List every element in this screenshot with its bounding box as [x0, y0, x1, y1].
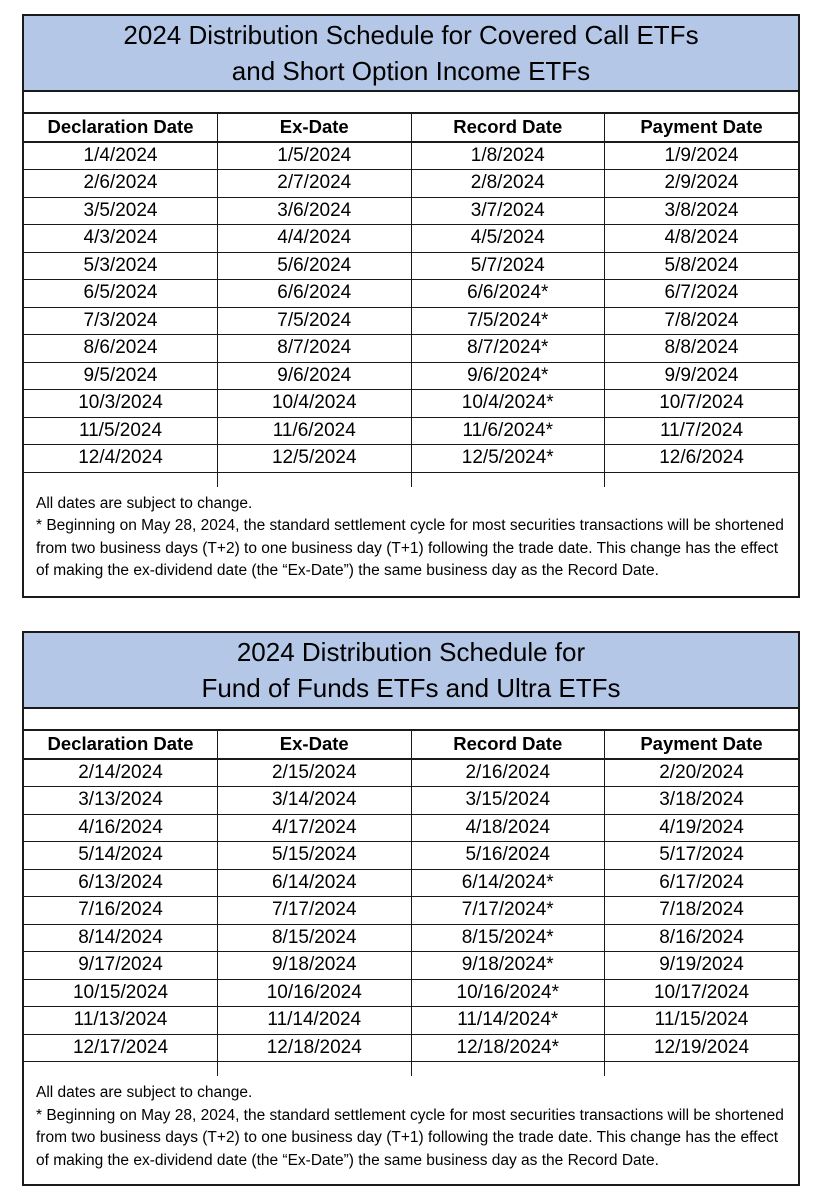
cell-ex-date: 2/15/2024 — [218, 759, 412, 787]
schedule-notes — [24, 487, 798, 583]
cell-record-date: 12/18/2024* — [411, 1034, 605, 1062]
cell-ex-date: 6/6/2024 — [218, 280, 412, 308]
cell-record-date: 3/15/2024 — [411, 787, 605, 815]
table-row — [24, 445, 798, 473]
cell-record-date: 12/5/2024* — [411, 445, 605, 473]
cell-record-date: 1/8/2024 — [411, 142, 605, 170]
column-header-record-date: Record Date — [411, 731, 605, 759]
cell-record-date: 7/5/2024* — [411, 307, 605, 335]
cell-ex-date: 4/17/2024 — [218, 814, 412, 842]
cell-ex-date: 10/4/2024 — [218, 390, 412, 418]
table-row — [24, 787, 798, 815]
cell-declaration-date: 3/13/2024 — [24, 787, 218, 815]
cell-ex-date: 9/18/2024 — [218, 952, 412, 980]
cell-record-date: 2/16/2024 — [411, 759, 605, 787]
table-row — [24, 759, 798, 787]
schedule-title-line2: and Short Option Income ETFs — [231, 56, 591, 86]
empty-row — [24, 472, 798, 487]
cell-record-date: 6/14/2024* — [411, 869, 605, 897]
empty-cell — [411, 472, 605, 487]
cell-declaration-date: 4/3/2024 — [24, 225, 218, 253]
header-row — [24, 731, 798, 759]
empty-cell — [24, 1062, 218, 1077]
cell-declaration-date: 6/13/2024 — [24, 869, 218, 897]
cell-payment-date: 5/17/2024 — [605, 842, 799, 870]
column-header-payment-date: Payment Date — [605, 114, 799, 142]
table-row — [24, 814, 798, 842]
header-row — [24, 114, 798, 142]
table-row — [24, 1034, 798, 1062]
cell-payment-date: 1/9/2024 — [605, 142, 799, 170]
cell-record-date: 8/15/2024* — [411, 924, 605, 952]
cell-declaration-date: 10/15/2024 — [24, 979, 218, 1007]
fund-of-funds-schedule — [22, 631, 800, 1186]
table-row — [24, 1007, 798, 1035]
cell-declaration-date: 2/14/2024 — [24, 759, 218, 787]
cell-ex-date: 9/6/2024 — [218, 362, 412, 390]
column-header-ex-date: Ex-Date — [218, 114, 412, 142]
table-row — [24, 170, 798, 198]
cell-declaration-date: 3/5/2024 — [24, 197, 218, 225]
empty-cell — [605, 1062, 799, 1077]
schedule-title-line2: Fund of Funds ETFs and Ultra ETFs — [201, 673, 621, 703]
cell-payment-date: 9/9/2024 — [605, 362, 799, 390]
cell-declaration-date: 10/3/2024 — [24, 390, 218, 418]
empty-row — [24, 1062, 798, 1077]
cell-ex-date: 4/4/2024 — [218, 225, 412, 253]
cell-ex-date: 8/7/2024 — [218, 335, 412, 363]
cell-payment-date: 4/8/2024 — [605, 225, 799, 253]
cell-declaration-date: 5/3/2024 — [24, 252, 218, 280]
cell-ex-date: 1/5/2024 — [218, 142, 412, 170]
cell-declaration-date: 1/4/2024 — [24, 142, 218, 170]
cell-ex-date: 3/14/2024 — [218, 787, 412, 815]
cell-record-date: 10/16/2024* — [411, 979, 605, 1007]
note-settlement-cycle: * Beginning on May 28, 2024, the standard settlement cycle for most securities transactions will be shortened from two business days (T+2) to one business day (T+1) following the trade date. This change has the effect of making the ex-dividend date (the “Ex-Date”) the same business day as the Record Date. — [36, 1106, 784, 1169]
table-row — [24, 362, 798, 390]
table-row — [24, 197, 798, 225]
cell-payment-date: 8/8/2024 — [605, 335, 799, 363]
cell-ex-date: 7/5/2024 — [218, 307, 412, 335]
cell-payment-date: 10/7/2024 — [605, 390, 799, 418]
cell-ex-date: 10/16/2024 — [218, 979, 412, 1007]
cell-record-date: 6/6/2024* — [411, 280, 605, 308]
cell-ex-date: 12/18/2024 — [218, 1034, 412, 1062]
cell-payment-date: 2/20/2024 — [605, 759, 799, 787]
cell-ex-date: 3/6/2024 — [218, 197, 412, 225]
covered-call-schedule — [22, 14, 800, 598]
cell-record-date: 7/17/2024* — [411, 897, 605, 925]
table-row — [24, 417, 798, 445]
cell-declaration-date: 7/16/2024 — [24, 897, 218, 925]
table-row — [24, 897, 798, 925]
note-settlement-cycle: * Beginning on May 28, 2024, the standard settlement cycle for most securities transactions will be shortened from two business days (T+2) to one business day (T+1) following the trade date. This change has the effect of making the ex-dividend date (the “Ex-Date”) the same business day as the Record Date. — [36, 517, 784, 579]
column-header-declaration-date: Declaration Date — [24, 731, 218, 759]
empty-cell — [605, 472, 799, 487]
empty-cell — [24, 472, 218, 487]
cell-declaration-date: 11/5/2024 — [24, 417, 218, 445]
cell-ex-date: 8/15/2024 — [218, 924, 412, 952]
cell-declaration-date: 4/16/2024 — [24, 814, 218, 842]
cell-payment-date: 11/7/2024 — [605, 417, 799, 445]
cell-payment-date: 11/15/2024 — [605, 1007, 799, 1035]
column-header-declaration-date: Declaration Date — [24, 114, 218, 142]
cell-payment-date: 9/19/2024 — [605, 952, 799, 980]
cell-ex-date: 6/14/2024 — [218, 869, 412, 897]
cell-ex-date: 5/6/2024 — [218, 252, 412, 280]
schedule-title-line1: 2024 Distribution Schedule for Covered Call ETFs — [123, 20, 699, 50]
table-row — [24, 335, 798, 363]
cell-payment-date: 7/8/2024 — [605, 307, 799, 335]
cell-declaration-date: 5/14/2024 — [24, 842, 218, 870]
table-row — [24, 307, 798, 335]
cell-record-date: 5/7/2024 — [411, 252, 605, 280]
distribution-table — [24, 114, 798, 487]
table-row — [24, 225, 798, 253]
cell-record-date: 11/6/2024* — [411, 417, 605, 445]
cell-record-date: 11/14/2024* — [411, 1007, 605, 1035]
cell-payment-date: 6/17/2024 — [605, 869, 799, 897]
column-header-record-date: Record Date — [411, 114, 605, 142]
cell-payment-date: 12/19/2024 — [605, 1034, 799, 1062]
cell-payment-date: 5/8/2024 — [605, 252, 799, 280]
cell-record-date: 4/5/2024 — [411, 225, 605, 253]
cell-record-date: 3/7/2024 — [411, 197, 605, 225]
distribution-table — [24, 731, 798, 1076]
schedule-title — [24, 16, 798, 92]
empty-cell — [411, 1062, 605, 1077]
cell-payment-date: 12/6/2024 — [605, 445, 799, 473]
cell-declaration-date: 8/6/2024 — [24, 335, 218, 363]
cell-declaration-date: 11/13/2024 — [24, 1007, 218, 1035]
note-subject-to-change: All dates are subject to change. — [36, 494, 253, 512]
table-row — [24, 924, 798, 952]
cell-payment-date: 10/17/2024 — [605, 979, 799, 1007]
cell-payment-date: 2/9/2024 — [605, 170, 799, 198]
cell-ex-date: 11/6/2024 — [218, 417, 412, 445]
cell-payment-date: 4/19/2024 — [605, 814, 799, 842]
schedule-title-line1: 2024 Distribution Schedule for — [236, 637, 586, 667]
cell-ex-date: 12/5/2024 — [218, 445, 412, 473]
table-row — [24, 842, 798, 870]
cell-payment-date: 7/18/2024 — [605, 897, 799, 925]
cell-record-date: 9/18/2024* — [411, 952, 605, 980]
cell-payment-date: 3/8/2024 — [605, 197, 799, 225]
cell-declaration-date: 9/5/2024 — [24, 362, 218, 390]
cell-ex-date: 2/7/2024 — [218, 170, 412, 198]
cell-payment-date: 3/18/2024 — [605, 787, 799, 815]
cell-ex-date: 5/15/2024 — [218, 842, 412, 870]
table-row — [24, 142, 798, 170]
table-row — [24, 869, 798, 897]
column-header-payment-date: Payment Date — [605, 731, 799, 759]
cell-declaration-date: 7/3/2024 — [24, 307, 218, 335]
table-row — [24, 952, 798, 980]
cell-record-date: 4/18/2024 — [411, 814, 605, 842]
table-row — [24, 390, 798, 418]
spacer-row — [24, 92, 798, 114]
empty-cell — [218, 1062, 412, 1077]
note-subject-to-change: All dates are subject to change. — [36, 1084, 253, 1101]
cell-declaration-date: 8/14/2024 — [24, 924, 218, 952]
cell-payment-date: 6/7/2024 — [605, 280, 799, 308]
cell-record-date: 10/4/2024* — [411, 390, 605, 418]
table-row — [24, 979, 798, 1007]
table-row — [24, 280, 798, 308]
empty-cell — [218, 472, 412, 487]
cell-declaration-date: 12/4/2024 — [24, 445, 218, 473]
cell-declaration-date: 12/17/2024 — [24, 1034, 218, 1062]
cell-record-date: 9/6/2024* — [411, 362, 605, 390]
cell-ex-date: 7/17/2024 — [218, 897, 412, 925]
cell-declaration-date: 9/17/2024 — [24, 952, 218, 980]
cell-payment-date: 8/16/2024 — [605, 924, 799, 952]
cell-record-date: 2/8/2024 — [411, 170, 605, 198]
schedule-notes — [24, 1076, 798, 1172]
cell-declaration-date: 2/6/2024 — [24, 170, 218, 198]
cell-declaration-date: 6/5/2024 — [24, 280, 218, 308]
column-header-ex-date: Ex-Date — [218, 731, 412, 759]
cell-ex-date: 11/14/2024 — [218, 1007, 412, 1035]
table-row — [24, 252, 798, 280]
cell-record-date: 5/16/2024 — [411, 842, 605, 870]
schedule-title — [24, 633, 798, 709]
spacer-row — [24, 709, 798, 731]
cell-record-date: 8/7/2024* — [411, 335, 605, 363]
